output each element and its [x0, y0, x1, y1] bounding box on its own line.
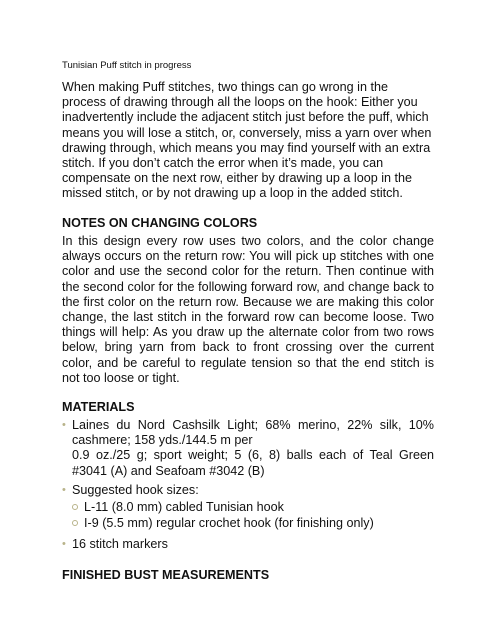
hook-item-2: I-9 (5.5 mm) regular crochet hook (for finishing only) — [84, 516, 374, 531]
materials-heading: MATERIALS — [62, 400, 135, 414]
bullet-dot-icon: • — [62, 538, 66, 551]
yarn-line-2: 0.9 oz./25 g; sport weight; 5 (6, 8) balls each of Teal Green #3041 (A) and Seafoam #3042 (B) — [72, 448, 434, 478]
list-item-yarn — [62, 418, 434, 479]
changing-colors-heading: NOTES ON CHANGING COLORS — [62, 216, 258, 230]
changing-colors-paragraph: In this design every row uses two colors, and the color change always occurs on the return row: You will pick up stitches with one color and use the second color for the return. Then continue with the second color for the following forward row, and change back to the first color on the return row. Because we are making this color change, the last stitch in the forward row can become loose. Two things will help: As you draw up the alternate color from two rows below, bring yarn from back to front crossing over the current color, and be careful to regulate tension so that the end stitch is not too loose or tight. — [62, 234, 434, 385]
bullet-dot-icon: • — [62, 483, 66, 496]
sub-list-item — [72, 516, 434, 531]
hook-item-1: L-11 (8.0 mm) cabled Tunisian hook — [84, 500, 284, 515]
hollow-circle-icon — [72, 520, 78, 526]
yarn-line-1: Laines du Nord Cashsilk Light; 68% merino, 22% silk, 10% cashmere; 158 yds./144.5 m per — [72, 418, 434, 448]
intro-paragraph: When making Puff stitches, two things can go wrong in the process of drawing through all the loops on the hook: Either you inadvertently include the adjacent stitch just before the puff, which means you will lose a stitch, or, conversely, miss a yarn over when drawing through, which means you may find yourself with an extra stitch. If you don’t catch the error when it’s made, you can compensate on the next row, either by drawing up a loop in the missed stitch, or by not drawing up a loop in the added stitch. — [62, 80, 432, 201]
hollow-circle-icon — [72, 504, 78, 510]
photo-caption: Tunisian Puff stitch in progress — [62, 60, 192, 71]
hook-sublist — [72, 500, 434, 531]
markers-text: 16 stitch markers — [72, 537, 168, 552]
bullet-dot-icon: • — [62, 419, 66, 431]
sub-list-item — [72, 500, 434, 515]
list-item-markers — [62, 537, 434, 552]
list-item-hooks — [62, 483, 434, 532]
materials-list — [62, 418, 434, 553]
finished-bust-heading: FINISHED BUST MEASUREMENTS — [62, 568, 270, 582]
hooks-label: Suggested hook sizes: — [72, 482, 199, 497]
